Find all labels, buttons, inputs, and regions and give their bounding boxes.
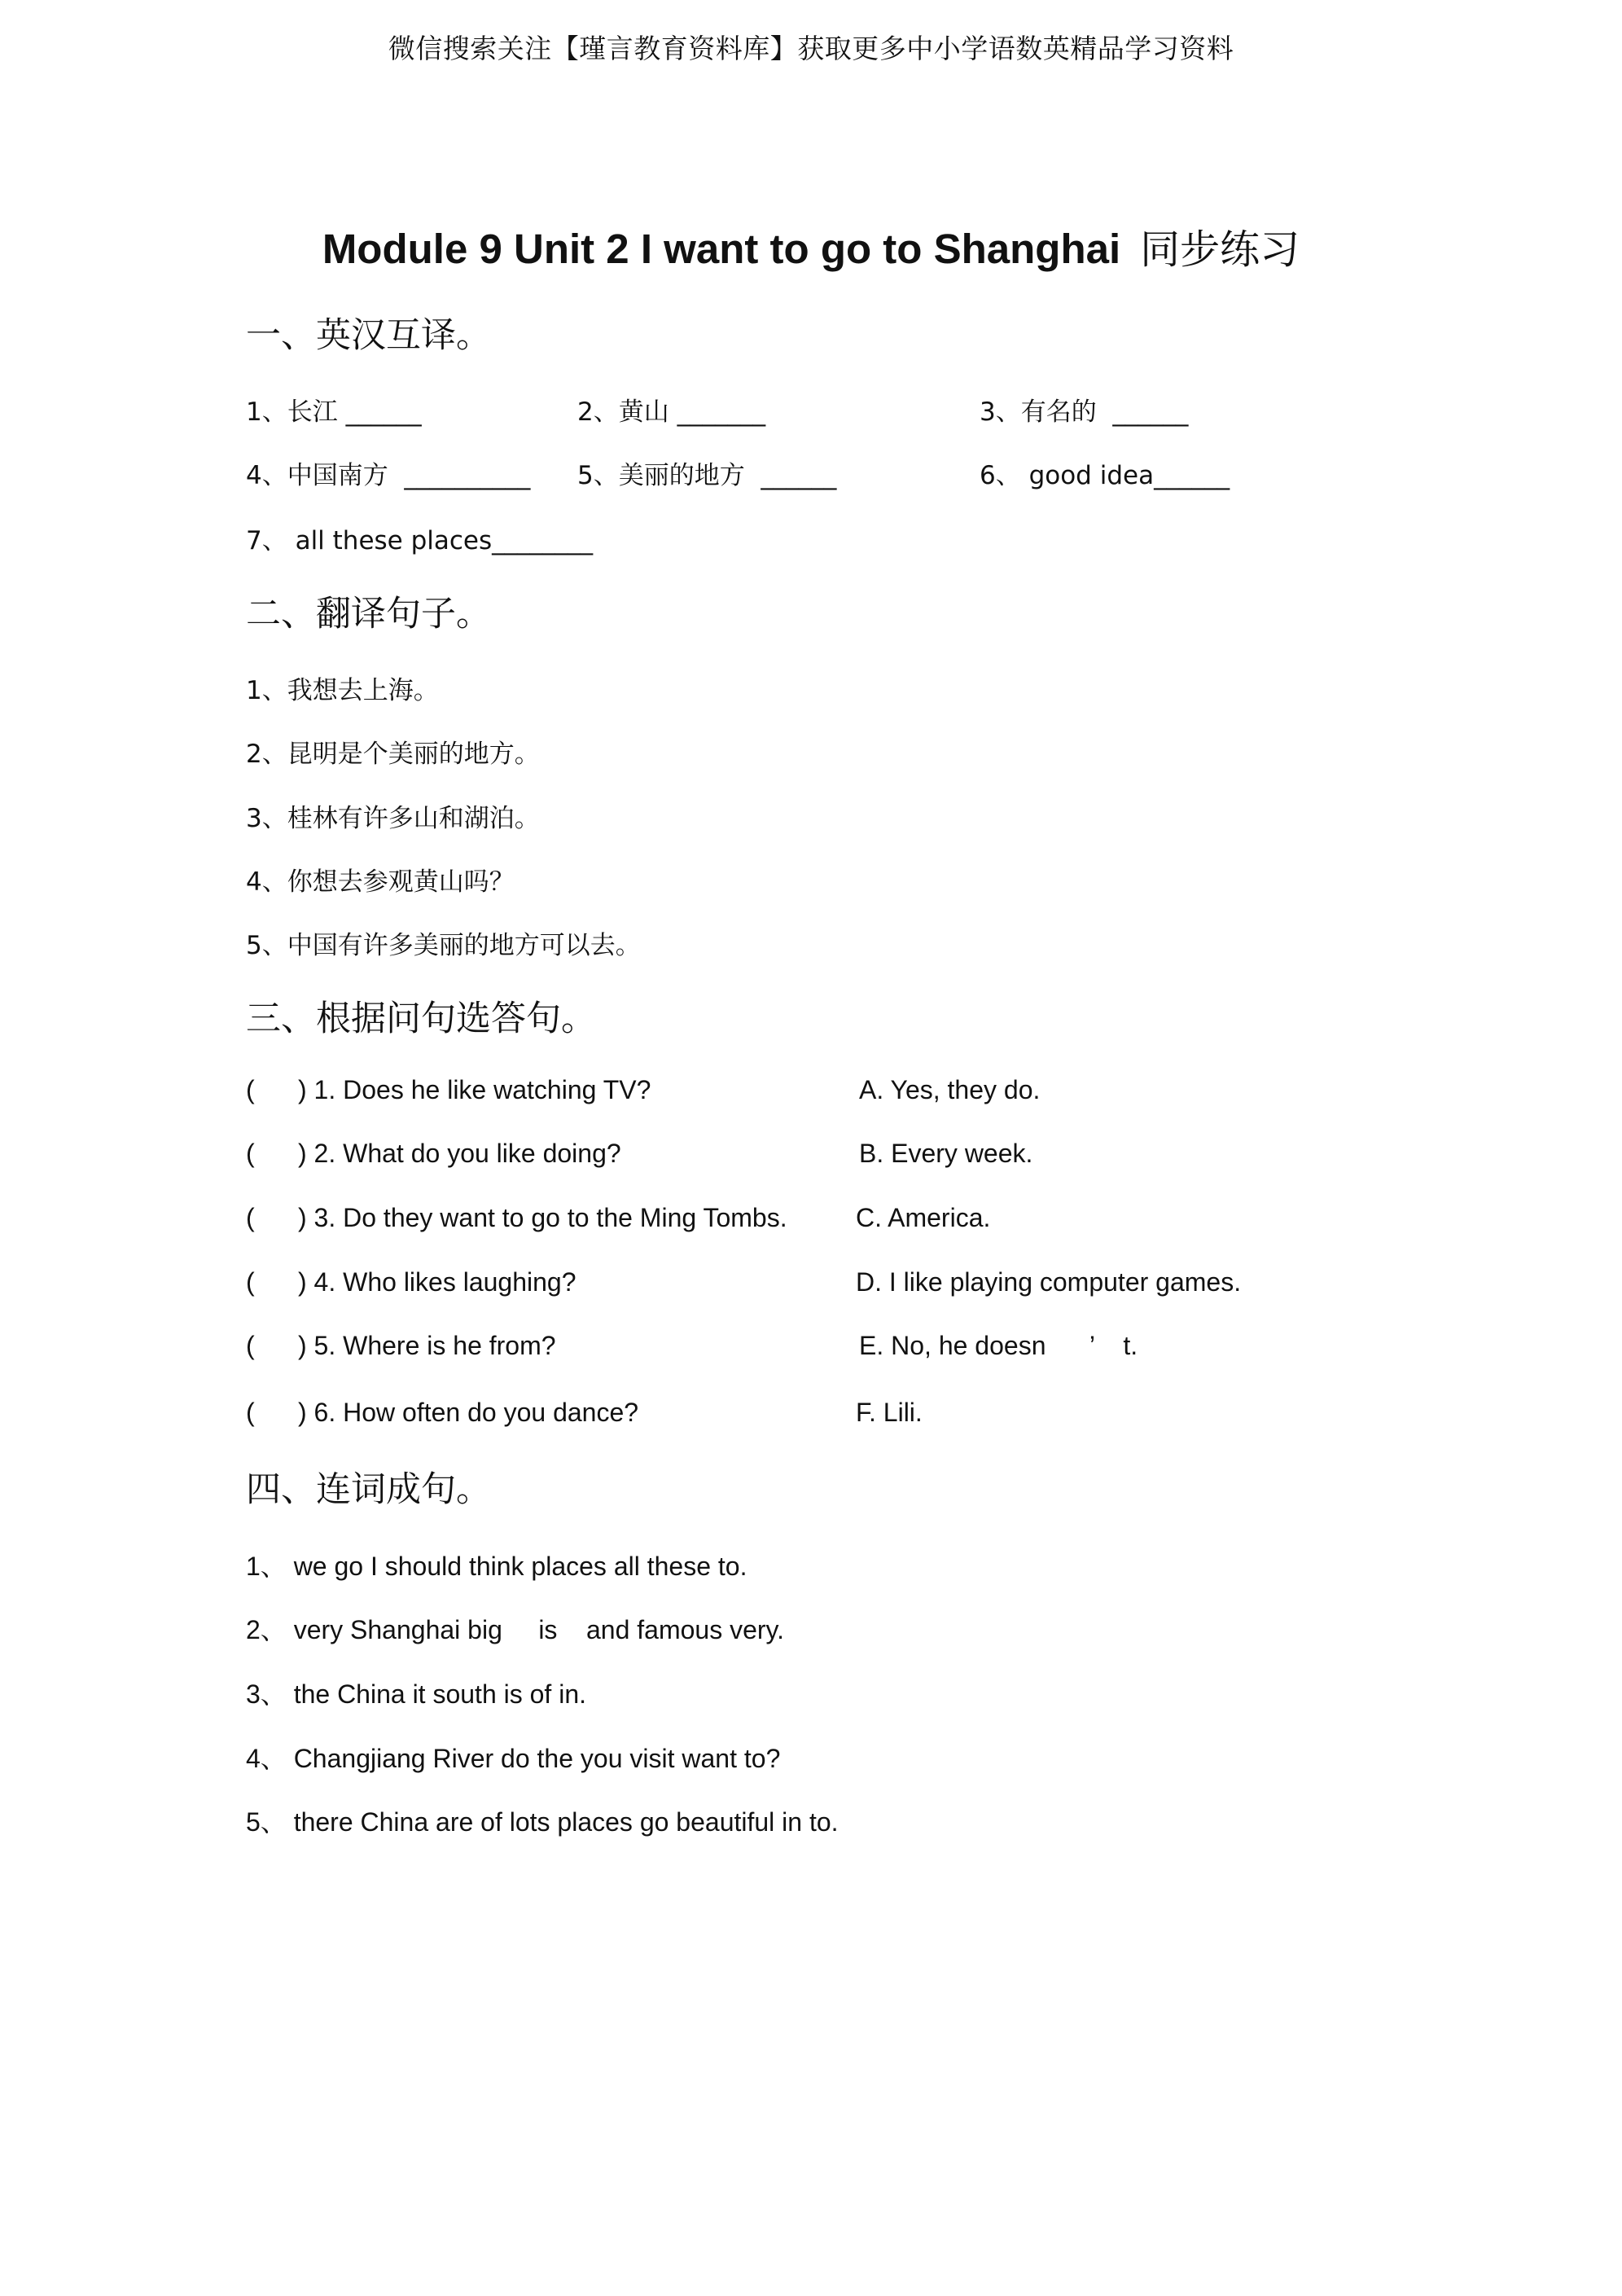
- match-question-4: ( ) 4. Who likes laughing?: [246, 1267, 576, 1297]
- page-header: 微信搜索关注【瑾言教育资料库】获取更多中小学语数英精品学习资料: [388, 33, 1234, 64]
- reorder-item-3: 3、 the China it south is of in.: [246, 1679, 587, 1709]
- section-3-heading: 三、根据问句选答句。: [246, 999, 596, 1039]
- worksheet-title: [244, 218, 1378, 275]
- translation-item-3: 3、桂林有许多山和湖泊。: [246, 804, 540, 833]
- section-4-heading: 四、连词成句。: [246, 1469, 491, 1510]
- match-answer-b: B. Every week.: [859, 1139, 1033, 1168]
- section-1-heading: 一、英汉互译。: [246, 315, 491, 356]
- vocab-item-2: 2、黄山 _______: [577, 397, 766, 427]
- title-english: Module 9 Unit 2 I want to go to Shanghai: [322, 226, 1121, 272]
- translation-item-4: 4、你想去参观黄山吗？: [246, 867, 515, 897]
- match-answer-a: A. Yes, they do.: [859, 1075, 1041, 1104]
- match-answer-d: D. I like playing computer games.: [856, 1267, 1242, 1297]
- title-chinese: 同步练习: [1140, 226, 1300, 273]
- match-question-5: ( ) 5. Where is he from?: [246, 1331, 556, 1360]
- match-question-6: ( ) 6. How often do you dance?: [246, 1398, 639, 1427]
- match-answer-c: C. America.: [856, 1203, 991, 1232]
- vocab-item-7: 7、 all these places________: [246, 526, 594, 555]
- translation-item-1: 1、我想去上海。: [246, 676, 439, 705]
- reorder-item-1: 1、 we go I should think places all these to.: [246, 1552, 747, 1581]
- reorder-item-4: 4、 Changjiang River do the you visit want to?: [246, 1744, 781, 1773]
- translation-item-2: 2、昆明是个美丽的地方。: [246, 740, 540, 769]
- match-answer-e: E. No, he doesn ’ t.: [859, 1331, 1138, 1360]
- section-2-heading: 二、翻译句子。: [246, 594, 491, 634]
- match-question-3: ( ) 3. Do they want to go to the Ming Tombs.: [246, 1203, 787, 1232]
- match-question-2: ( ) 2. What do you like doing?: [246, 1139, 621, 1168]
- reorder-item-2: 2、 very Shanghai big is and famous very.: [246, 1615, 785, 1644]
- vocab-item-6: 6、 good idea______: [980, 461, 1230, 490]
- translation-item-5: 5、中国有许多美丽的地方可以去。: [246, 931, 641, 960]
- vocab-item-4: 4、中国南方 __________: [246, 461, 531, 490]
- reorder-item-5: 5、 there China are of lots places go beautiful in to.: [246, 1807, 839, 1837]
- match-answer-f: F. Lili.: [856, 1398, 923, 1427]
- vocab-item-1: 1、长江 ______: [246, 397, 422, 427]
- vocab-item-5: 5、美丽的地方 ______: [577, 461, 837, 490]
- match-question-1: ( ) 1. Does he like watching TV?: [246, 1075, 651, 1104]
- vocab-item-3: 3、有名的 ______: [980, 397, 1189, 427]
